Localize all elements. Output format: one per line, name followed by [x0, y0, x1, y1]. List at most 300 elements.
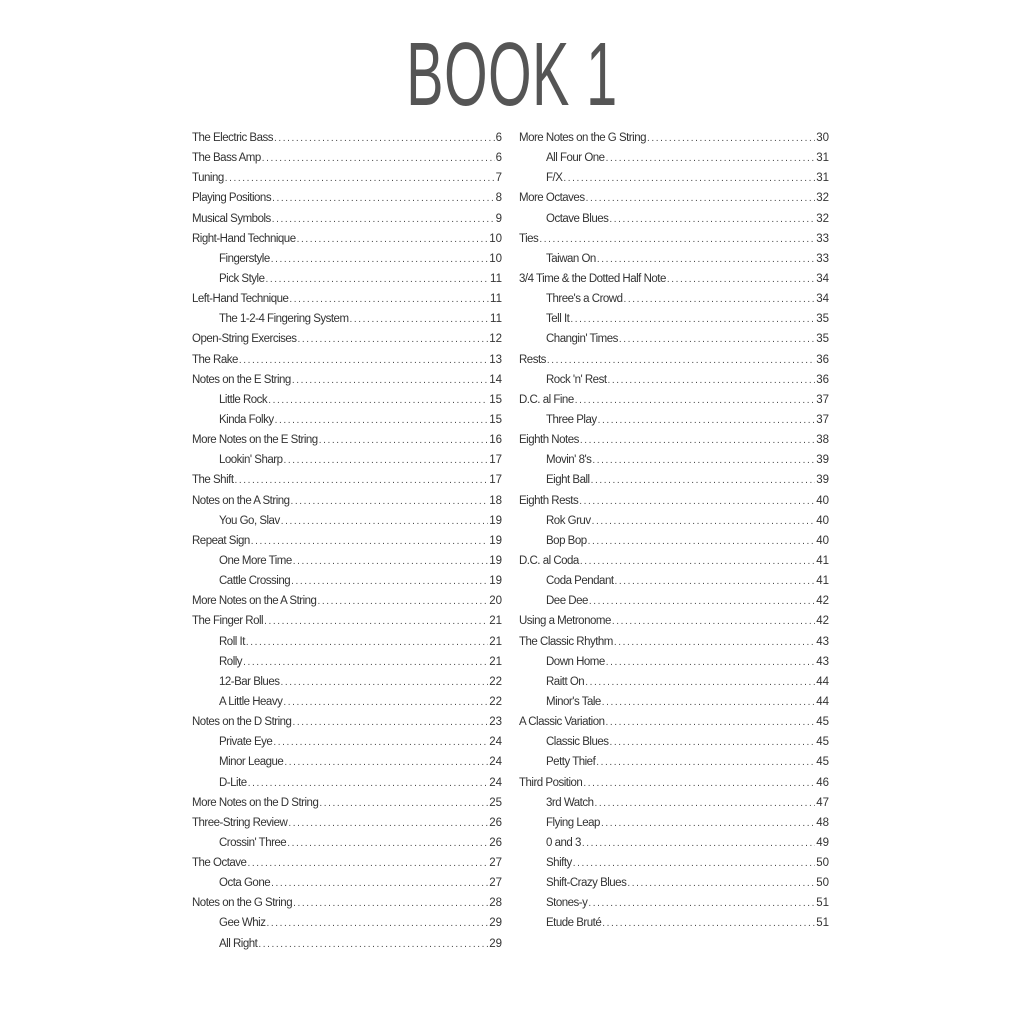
toc-entry — [192, 777, 502, 797]
toc-entry-title: Minor League — [219, 756, 284, 769]
toc-entry — [519, 777, 829, 797]
toc-entry-page: 35 — [816, 333, 829, 346]
toc-entry-page: 9 — [495, 212, 502, 225]
toc-entry — [519, 434, 829, 454]
toc-left-column — [192, 132, 502, 958]
toc-entry — [519, 897, 829, 917]
toc-entry-title: Eight Ball — [546, 474, 590, 487]
toc-entry-title: The Octave — [192, 857, 247, 870]
toc-entry-page: 42 — [816, 615, 829, 628]
toc-entry — [519, 857, 829, 877]
dot-leader — [293, 556, 488, 567]
toc-entry — [192, 354, 502, 374]
toc-entry-title: More Notes on the A String — [192, 595, 317, 608]
toc-entry-title: Cattle Crossing — [219, 575, 291, 588]
toc-entry — [192, 917, 502, 937]
dot-leader — [274, 133, 495, 144]
toc-entry — [192, 313, 502, 333]
dot-leader — [647, 133, 815, 144]
dot-leader — [596, 757, 815, 768]
toc-entry — [519, 293, 829, 313]
toc-entry — [519, 273, 829, 293]
toc-entry-title: Three-String Review — [192, 816, 288, 829]
toc-entry-title: Left-Hand Technique — [192, 293, 289, 306]
toc-entry — [192, 434, 502, 454]
toc-entry — [192, 253, 502, 273]
toc-entry-title: Tuning — [192, 172, 224, 185]
toc-entry-title: Flying Leap — [546, 816, 600, 829]
toc-entry-page: 37 — [816, 413, 829, 426]
dot-leader — [262, 153, 495, 164]
toc-right-column — [519, 132, 829, 938]
toc-entry — [519, 615, 829, 635]
toc-entry — [192, 595, 502, 615]
toc-entry — [192, 172, 502, 192]
toc-entry-page: 40 — [816, 534, 829, 547]
toc-entry-title: The 1-2-4 Fingering System — [219, 313, 349, 326]
toc-entry-page: 25 — [489, 796, 502, 809]
toc-entry — [192, 897, 502, 917]
toc-entry-page: 39 — [816, 454, 829, 467]
toc-entry-title: The Classic Rhythm — [519, 635, 613, 648]
toc-entry-title: Notes on the E String — [192, 373, 291, 386]
toc-entry-title: Three Play — [546, 413, 597, 426]
toc-entry-page: 34 — [816, 272, 829, 285]
toc-entry-page: 32 — [816, 192, 829, 205]
dot-leader — [243, 657, 488, 668]
toc-entry — [192, 676, 502, 696]
toc-entry-title: Eighth Notes — [519, 434, 579, 447]
toc-entry-page: 27 — [489, 857, 502, 870]
toc-entry-page: 29 — [489, 937, 502, 950]
toc-entry-page: 50 — [816, 877, 829, 890]
dot-leader — [614, 637, 815, 648]
toc-entry — [519, 233, 829, 253]
toc-entry-page: 19 — [489, 534, 502, 547]
toc-entry-page: 43 — [816, 635, 829, 648]
toc-entry-page: 11 — [490, 272, 502, 285]
toc-entry-title: The Electric Bass — [192, 132, 273, 144]
dot-leader — [580, 556, 815, 567]
toc-entry-page: 35 — [816, 313, 829, 326]
dot-leader — [272, 193, 495, 204]
dot-leader — [619, 334, 815, 345]
toc-entry-page: 18 — [489, 494, 502, 507]
dot-leader — [272, 214, 495, 225]
toc-entry-title: Gee Whiz — [219, 917, 266, 930]
toc-entry-page: 11 — [490, 293, 502, 306]
toc-entry-title: The Shift — [192, 474, 234, 487]
toc-entry-page: 19 — [489, 514, 502, 527]
dot-leader — [292, 375, 488, 386]
toc-entry-page: 24 — [489, 756, 502, 769]
toc-entry-page: 21 — [489, 615, 502, 628]
toc-entry-title: Notes on the G String — [192, 897, 293, 910]
toc-entry-title: More Notes on the D String — [192, 796, 319, 809]
toc-entry — [519, 253, 829, 273]
dot-leader — [293, 898, 488, 909]
toc-entry-title: 3rd Watch — [546, 796, 594, 809]
toc-entry — [519, 656, 829, 676]
toc-entry — [192, 877, 502, 897]
dot-leader — [582, 838, 815, 849]
toc-entry-title: Roll It — [219, 635, 245, 648]
toc-entry-page: 19 — [489, 575, 502, 588]
toc-entry-title: A Little Heavy — [219, 695, 283, 708]
dot-leader — [267, 918, 489, 929]
toc-entry-page: 21 — [489, 635, 502, 648]
dot-leader — [612, 616, 815, 627]
toc-entry-title: Changin' Times — [546, 333, 618, 346]
dot-leader — [271, 254, 488, 265]
toc-entry-page: 42 — [816, 595, 829, 608]
dot-leader — [287, 838, 488, 849]
toc-entry-page: 28 — [489, 897, 502, 910]
dot-leader — [539, 234, 815, 245]
toc-entry-page: 36 — [816, 373, 829, 386]
dot-leader — [588, 898, 815, 909]
toc-entry — [519, 837, 829, 857]
toc-entry-page: 32 — [816, 212, 829, 225]
toc-entry — [519, 555, 829, 575]
dot-leader — [586, 193, 816, 204]
dot-leader — [319, 798, 488, 809]
dot-leader — [563, 173, 815, 184]
dot-leader — [585, 677, 815, 688]
toc-entry-title: Lookin' Sharp — [219, 454, 283, 467]
dot-leader — [275, 415, 489, 426]
toc-entry-title: The Finger Roll — [192, 615, 264, 628]
toc-entry — [192, 636, 502, 656]
toc-entry — [192, 696, 502, 716]
toc-entry — [519, 877, 829, 897]
toc-entry-page: 41 — [816, 554, 829, 567]
toc-entry-title: Movin' 8's — [546, 454, 592, 467]
toc-entry — [519, 152, 829, 172]
toc-entry — [192, 736, 502, 756]
toc-entry-page: 17 — [489, 454, 502, 467]
toc-entry-page: 45 — [816, 756, 829, 769]
toc-entry — [519, 716, 829, 736]
toc-entry-page: 44 — [816, 675, 829, 688]
toc-entry — [519, 454, 829, 474]
toc-entry — [192, 132, 502, 152]
toc-entry-title: Dee Dee — [546, 595, 588, 608]
toc-entry — [519, 192, 829, 212]
toc-entry — [192, 817, 502, 837]
toc-entry-page: 24 — [489, 736, 502, 749]
toc-entry-title: Ties — [519, 232, 539, 245]
dot-leader — [624, 294, 816, 305]
toc-entry — [519, 736, 829, 756]
dot-leader — [291, 576, 488, 587]
toc-entry-page: 33 — [816, 252, 829, 265]
toc-entry-page: 43 — [816, 655, 829, 668]
dot-leader — [580, 435, 815, 446]
toc-entry-page: 50 — [816, 857, 829, 870]
dot-leader — [579, 496, 815, 507]
dot-leader — [601, 818, 815, 829]
dot-leader — [246, 637, 488, 648]
dot-leader — [597, 254, 815, 265]
toc-entry — [192, 656, 502, 676]
dot-leader — [297, 234, 489, 245]
toc-entry-title: Octave Blues — [546, 212, 609, 225]
dot-leader — [598, 415, 816, 426]
toc-entry-page: 31 — [816, 152, 829, 165]
toc-entry — [192, 515, 502, 535]
toc-entry-page: 10 — [489, 252, 502, 265]
toc-entry-title: You Go, Slav — [219, 514, 280, 527]
dot-leader — [283, 455, 488, 466]
toc-entry-page: 36 — [816, 353, 829, 366]
dot-leader — [610, 737, 816, 748]
toc-entry-title: Eighth Rests — [519, 494, 579, 507]
toc-entry — [192, 555, 502, 575]
toc-entry-page: 30 — [816, 132, 829, 144]
toc-entry — [192, 414, 502, 434]
toc-entry — [192, 213, 502, 233]
dot-leader — [667, 274, 815, 285]
toc-entry-title: D.C. al Fine — [519, 393, 574, 406]
toc-entry-page: 40 — [816, 494, 829, 507]
dot-leader — [292, 717, 488, 728]
toc-entry-page: 26 — [489, 816, 502, 829]
toc-entry-page: 39 — [816, 474, 829, 487]
toc-entry — [519, 636, 829, 656]
toc-entry — [519, 333, 829, 353]
toc-entry — [192, 333, 502, 353]
toc-entry-title: Kinda Folky — [219, 413, 274, 426]
dot-leader — [615, 576, 816, 587]
toc-entry-title: Shifty — [546, 857, 572, 870]
dot-leader — [350, 314, 490, 325]
toc-entry — [519, 535, 829, 555]
dot-leader — [280, 677, 488, 688]
dot-leader — [251, 536, 488, 547]
toc-entry-title: Rok Gruv — [546, 514, 591, 527]
toc-entry — [519, 313, 829, 333]
toc-entry-title: Shift-Crazy Blues — [546, 877, 627, 890]
toc-entry — [519, 696, 829, 716]
toc-entry-title: Notes on the A String — [192, 494, 290, 507]
toc-entry-page: 6 — [495, 152, 502, 165]
toc-entry-page: 21 — [489, 655, 502, 668]
dot-leader — [602, 918, 815, 929]
toc-entry — [519, 515, 829, 535]
toc-entry-title: Open-String Exercises — [192, 333, 297, 346]
toc-entry — [192, 192, 502, 212]
toc-entry-title: Right-Hand Technique — [192, 232, 296, 245]
toc-entry-title: A Classic Variation — [519, 716, 605, 729]
toc-entry-page: 19 — [489, 554, 502, 567]
toc-entry-title: The Bass Amp — [192, 152, 261, 165]
dot-leader — [247, 858, 488, 869]
toc-entry-page: 49 — [816, 836, 829, 849]
toc-entry-page: 22 — [489, 675, 502, 688]
dot-leader — [592, 516, 816, 527]
toc-entry-page: 51 — [816, 897, 829, 910]
toc-entry — [519, 817, 829, 837]
toc-entry-page: 15 — [489, 393, 502, 406]
toc-entry — [519, 354, 829, 374]
toc-entry-page: 20 — [489, 595, 502, 608]
toc-entry — [192, 474, 502, 494]
dot-leader — [271, 878, 488, 889]
dot-leader — [319, 435, 488, 446]
toc-entry-page: 16 — [489, 434, 502, 447]
dot-leader — [273, 737, 488, 748]
toc-entry-page: 26 — [489, 836, 502, 849]
toc-entry — [192, 233, 502, 253]
dot-leader — [239, 355, 488, 366]
toc-entry-title: Notes on the D String — [192, 716, 292, 729]
toc-entry-title: Rests — [519, 353, 546, 366]
toc-entry-page: 17 — [489, 474, 502, 487]
toc-entry-page: 6 — [495, 132, 502, 144]
dot-leader — [284, 757, 488, 768]
toc-entry-title: Third Position — [519, 776, 583, 789]
toc-entry-title: All Four One — [546, 152, 605, 165]
dot-leader — [570, 314, 815, 325]
dot-leader — [281, 516, 488, 527]
toc-entry-title: F/X — [546, 172, 563, 185]
dot-leader — [258, 939, 488, 950]
toc-entry-title: Rock 'n' Rest — [546, 373, 607, 386]
toc-entry-title: All Right — [219, 937, 258, 950]
toc-entry-title: Taiwan On — [546, 252, 596, 265]
toc-entry-title: Coda Pendant — [546, 575, 614, 588]
dot-leader — [589, 596, 815, 607]
toc-entry-title: 0 and 3 — [546, 836, 581, 849]
toc-entry — [519, 756, 829, 776]
toc-entry-page: 7 — [495, 172, 502, 185]
dot-leader — [592, 455, 815, 466]
dot-leader — [268, 395, 488, 406]
dot-leader — [608, 375, 816, 386]
toc-entry-title: Petty Thief — [546, 756, 596, 769]
dot-leader — [591, 475, 816, 486]
toc-entry-page: 46 — [816, 776, 829, 789]
dot-leader — [602, 697, 815, 708]
toc-entry-page: 33 — [816, 232, 829, 245]
toc-entry-title: The Rake — [192, 353, 238, 366]
dot-leader — [298, 334, 489, 345]
toc-entry-title: Musical Symbols — [192, 212, 271, 225]
toc-entry-page: 45 — [816, 716, 829, 729]
dot-leader — [583, 778, 815, 789]
toc-entry-title: Fingerstyle — [219, 252, 270, 265]
toc-entry-page: 38 — [816, 434, 829, 447]
toc-entry-title: Pick Style — [219, 272, 265, 285]
toc-entry — [519, 575, 829, 595]
toc-entry-page: 37 — [816, 393, 829, 406]
toc-entry-page: 8 — [495, 192, 502, 205]
toc-entry-title: More Octaves — [519, 192, 585, 205]
dot-leader — [317, 596, 488, 607]
dot-leader — [225, 173, 495, 184]
toc-entry-page: 31 — [816, 172, 829, 185]
dot-leader — [288, 818, 488, 829]
toc-entry — [519, 917, 829, 937]
dot-leader — [594, 798, 815, 809]
toc-entry-title: Bop Bop — [546, 534, 587, 547]
toc-entry — [192, 152, 502, 172]
toc-entry-page: 44 — [816, 695, 829, 708]
toc-entry-title: Little Rock — [219, 393, 268, 406]
toc-entry — [192, 454, 502, 474]
toc-entry — [192, 615, 502, 635]
toc-entry-title: Classic Blues — [546, 736, 609, 749]
toc-entry-title: More Notes on the G String — [519, 132, 646, 144]
toc-entry-title: Minor's Tale — [546, 695, 601, 708]
toc-entry — [192, 273, 502, 293]
toc-entry-page: 41 — [816, 575, 829, 588]
toc-entry — [519, 172, 829, 192]
toc-entry-page: 14 — [489, 373, 502, 386]
toc-entry-title: Private Eye — [219, 736, 273, 749]
toc-entry-title: Stones-y — [546, 897, 588, 910]
dot-leader — [248, 778, 489, 789]
toc-entry — [519, 495, 829, 515]
toc-entry-title: Crossin' Three — [219, 836, 287, 849]
toc-entry-title: Repeat Sign — [192, 534, 250, 547]
toc-entry — [192, 797, 502, 817]
toc-entry-page: 47 — [816, 796, 829, 809]
toc-entry-page: 15 — [489, 413, 502, 426]
toc-entry-title: D.C. al Coda — [519, 554, 579, 567]
toc-entry-title: Octa Gone — [219, 877, 271, 890]
toc-entry-page: 22 — [489, 695, 502, 708]
toc-entry-title: Using a Metronome — [519, 615, 611, 628]
dot-leader — [609, 214, 815, 225]
dot-leader — [264, 616, 488, 627]
toc-entry-title: Down Home — [546, 655, 605, 668]
toc-entry — [192, 857, 502, 877]
toc-entry — [192, 293, 502, 313]
toc-entry-page: 13 — [489, 353, 502, 366]
dot-leader — [606, 717, 816, 728]
toc-entry-page: 24 — [489, 776, 502, 789]
toc-entry — [519, 595, 829, 615]
toc-entry-page: 40 — [816, 514, 829, 527]
toc-entry-page: 45 — [816, 736, 829, 749]
toc-entry-page: 51 — [816, 917, 829, 930]
page-title: BOOK 1 — [406, 25, 618, 125]
toc-entry — [192, 575, 502, 595]
toc-entry — [519, 132, 829, 152]
toc-entry-title: Three's a Crowd — [546, 293, 623, 306]
toc-entry-page: 10 — [489, 232, 502, 245]
dot-leader — [606, 153, 816, 164]
dot-leader — [266, 274, 490, 285]
dot-leader — [289, 294, 489, 305]
toc-entry-title: 12-Bar Blues — [219, 675, 280, 688]
toc-entry — [192, 535, 502, 555]
toc-entry — [192, 394, 502, 414]
toc-entry-page: 34 — [816, 293, 829, 306]
toc-entry — [192, 495, 502, 515]
toc-entry — [192, 374, 502, 394]
toc-entry-page: 11 — [490, 313, 502, 326]
toc-entry-title: Rolly — [219, 655, 243, 668]
dot-leader — [283, 697, 488, 708]
dot-leader — [606, 657, 815, 668]
toc-entry-page: 12 — [489, 333, 502, 346]
dot-leader — [291, 496, 489, 507]
toc-entry-title: Etude Bruté — [546, 917, 602, 930]
toc-entry — [519, 394, 829, 414]
